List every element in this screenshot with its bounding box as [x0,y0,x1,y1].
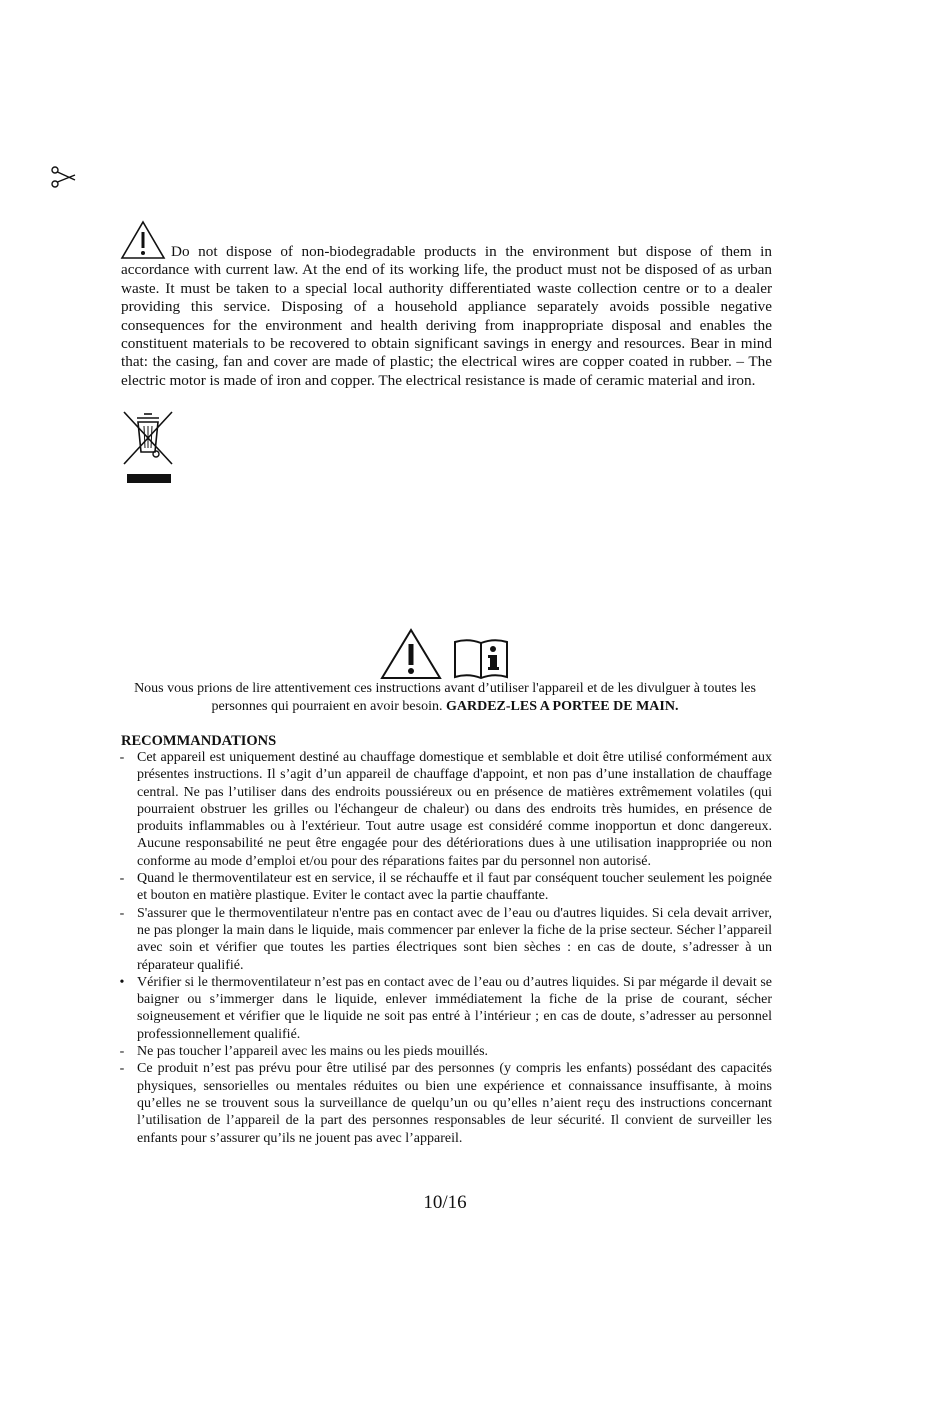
disposal-notice [121,243,772,390]
recommendations-list [121,749,772,1147]
warning-triangle-icon [380,628,442,680]
read-instructions-book-icon [452,636,510,680]
disposal-notice-text: Do not dispose of non-biodegradable products in the environment but dispose of them in accordance with current law. At the end of its working life, the product must not be disposed of as urban waste. It must be taken to a special local authority differentiated waste collection centre or to a dealer providing this service. Disposing of a household appliance separately avoids possible negative consequences for the environment and health deriving from inappropriate disposal and enables the constituent materials to be recovered to obtain significant savings in energy and resources. Bear in mind that: the casing, fan and cover are made of plastic; the electrical wires are copper coated in rubber. – The electric motor is made of iron and copper. The electrical resistance is made of ceramic material and iron. [121,243,772,389]
list-item-text: Vérifier si le thermoventilateur n’est pas en contact avec de l’eau ou d’autres liquides. Si par mégarde il devait se baigner ou s’immerger dans le liquide, enlever immédiatement la fiche de la prise de courant, sécher soigneusement et vérifier que le liquide ne soit pas entré à l’intérieur ; en cas de doute, s’adresser au personnel professionnellement qualifié. [137,974,772,1042]
list-item-text: Cet appareil est uniquement destiné au chauffage domestique et semblable et doit être utilisé conformément aux présentes instructions. Il s’agit d’un appareil de chauffage d'appoint, et non pas d’une installation de chauffage central. Ne pas l’utiliser dans des endroits poussiéreux ou en présence de matières extrêmement volatiles (qui pourraient obstruer les grilles ou l'échangeur de chaleur) ou dans des endroits très humides, en présence de produits inflammables ou à l'extérieur. Tout autre usage est considéré comme inopportun et donc dangereux. Aucune responsabilité ne peut être engagée pour des détériorations dues à une utilisation inappropriée ou non conforme au mode d’emploi et/ou pour des réparations faites par du personnel non autorisé. [137,750,772,869]
list-bullet: - [119,871,125,887]
crossed-out-wheelie-bin-icon [120,408,176,486]
intro-paragraph [110,680,780,715]
list-item-text: Quand le thermoventilateur est en service, il se réchauffe et il faut par conséquent toucher seulement les poignée et bouton en matière plastique. Eviter le contact avec la partie chauffante. [137,871,772,904]
list-item [121,974,772,1043]
list-item [121,749,772,870]
list-bullet: • [119,974,125,990]
list-item [121,905,772,974]
page-number: 10/16 [423,1192,467,1213]
list-item-text: Ne pas toucher l’appareil avec les mains ou les pieds mouillés. [137,1044,489,1060]
list-bullet: - [119,1061,125,1077]
list-bullet: - [119,1044,125,1060]
intro-text: Nous vous prions de lire attentivement ces instructions avant d’utiliser l'appareil et de les divulguer à toutes les personnes qui pourraient en avoir besoin. [134,681,756,714]
scissors-icon [50,166,76,188]
intro-emphasis: GARDEZ-LES A PORTEE DE MAIN. [445,698,679,714]
list-bullet: - [119,750,125,765]
list-bullet: - [119,905,125,921]
section-title: RECOMMANDATIONS [121,733,277,749]
list-item-text: S'assurer que le thermoventilateur n'entre pas en contact avec de l’eau ou d'autres liquides. Si cela devait arriver, ne pas plonger la main dans le liquide, mais commencer par enlever la fiche de la prise secteur. Sécher l’appareil avec soin et vérifier que toutes les parties électriques sont bien sèches : en cas de doute, s’adresser à un réparateur qualifié. [137,905,772,973]
list-item [121,870,772,905]
list-item [121,1060,772,1146]
list-item [121,1043,772,1060]
list-item-text: Ce produit n’est pas prévu pour être utilisé par des personnes (y compris les enfants) possédant des capacités physiques, sensorielles ou mentales réduites ou bien une expérience et connaissance insuffisante, à moins qu’elles ne se trouvent sous la surveillance de quelqu’un ou qu’elles n’aient reçu des instructions concernant l’utilisation de l’appareil de la part des personnes responsables de leur sécurité. Il convient de surveiller les enfants pour s’assurer qu’ils ne jouent pas avec l’appareil. [137,1061,772,1146]
